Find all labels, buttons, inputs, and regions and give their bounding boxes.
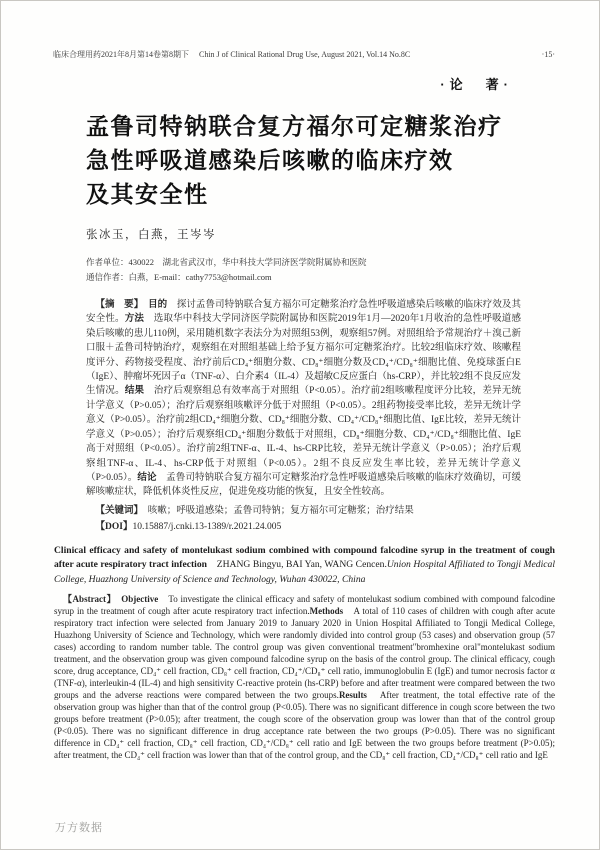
- chinese-abstract: 【摘 要】 目的 探讨孟鲁司特钠联合复方福尔可定糖浆治疗急性呼吸道感染后咳嗽的临床疗效及其安全性。方法 选取华中科技大学同济医学院附属协和医院2019年1月—2020年1月收治的急性呼吸道感染后咳嗽的患儿110例，采用随机数字表法分为对照组53例，观察组57例。对照组给予常规治疗＋溴己新口服＋孟鲁司特钠治疗，观察组在对照组基础上给予复方福尔可定糖浆治疗。比较2组临床疗效、咳嗽程度评分、药物接受程度、治疗前后CD₄⁺细胞分数、CD₈⁺细胞分数及CD₄⁺/CD₈⁺细胞比值、免疫球蛋白E（IgE）、肿瘤坏死因子α（TNF-α）、白介素4（IL-4）及超敏C反应蛋白（hs-CRP），并比较2组不良反应发生情况。结果 治疗后观察组总有效率高于对照组（P<0.05）。治疗前2组咳嗽程度评分比较，差异无统计学意义（P>0.05）；治疗后观察组咳嗽评分低于对照组（P<0.05）。2组药物接受率比较，差异无统计学意义（P>0.05）。治疗前2组CD₄⁺细胞分数、CD₈⁺细胞分数、CD₄⁺/CD₈⁺细胞比值、IgE比较，差异无统计学意义（P>0.05）；治疗后观察组CD₄⁺细胞分数低于对照组，CD₈⁺细胞分数、CD₄⁺/CD₈⁺细胞比值、IgE高于对照组（P<0.05）。治疗前2组TNF-α、IL-4、hs-CRP比较，差异无统计学意义（P>0.05）；治疗后观察组TNF-α、IL-4、hs-CRP低于对照组（P<0.05）。2组不良反应发生率比较，差异无统计学意义（P>0.05）。结论 孟鲁司特钠联合复方福尔可定糖浆治疗急性呼吸道感染后咳嗽的临床疗效确切，可缓解咳嗽症状，降低机体炎性反应，促进免疫功能的恢复，且安全性较高。: [86, 299, 521, 498]
- doi-label: 【DOI】: [95, 521, 133, 532]
- main-column: [86, 109, 521, 532]
- authors-line: 张冰玉，白燕，王岑岑: [86, 229, 216, 241]
- title-line-3: 及其安全性: [86, 181, 209, 207]
- keywords-line: [86, 502, 521, 516]
- doi-line: [86, 518, 521, 532]
- english-title: Clinical efficacy and safety of montelukast sodium combined with compound falcodine syrup in the treatment of cough after acute respiratory tract infection ZHANG Bingyu, BAI Yan, WANG Cencen.Union Hospital Affiliated to Tongji Medical College, Huazhong University of Science and Technology, Wuhan 430022, China: [54, 544, 555, 585]
- english-column: [54, 544, 555, 762]
- correspondence-label: 通信作者：: [86, 271, 129, 282]
- keywords-text: 咳嗽；呼吸道感染；孟鲁司特钠；复方福尔可定糖浆；治疗结果: [147, 505, 414, 516]
- article-title: [86, 109, 521, 211]
- watermark: 万方数据: [55, 822, 103, 834]
- affiliation-block: [86, 255, 521, 285]
- page-number: ·15·: [541, 50, 555, 59]
- section-label: ·论 著·: [440, 77, 513, 92]
- affiliation-text: 430022 湖北省武汉市，华中科技大学同济医学院附属协和医院: [128, 257, 367, 267]
- affiliation-line: [86, 255, 521, 270]
- journal-info-en: Chin J of Clinical Rational Drug Use, August 2021, Vol.14 No.8C: [199, 50, 411, 59]
- english-abstract: 【Abstract】 Objective To investigate the clinical efficacy and safety of montelukast sodium combined with compound falcodine syrup in the treatment of cough after acute respiratory tract infection.Methods A total of 110 cases of children with cough after acute respiratory tract infection were selected from January 2019 to January 2020 in Union Hospital Affiliated to Tongji Medical College, Huazhong University of Science and Technology, which were randomly divided into control group (53 cases) and observation group (57 cases) according to random number table. The control group was given conventional treatment"bromhexine oral"montelukast sodium treatment, and the observation group was given compound falcodine syrup on the basis of the control group. The clinical efficacy, cough score, drug acceptance, CD₄⁺ cell fraction, CD₈⁺ cell fraction, CD₄⁺/CD₈⁺ cell ratio, immunoglobulin E (IgE) and tumor necrosis factor α (TNF-α), interleukin-4 (IL-4) and high sensitivity C-reactive protein (hs-CRP) before and after treatment were compared between the two groups and the adverse reactions were compared between the two groups.Results After treatment, the total effective rate of the observation group was higher than that of the control group (P<0.05). There was no significant difference in cough score between the two groups before treatment (P>0.05); after treatment, the cough score of the observation group was lower than that of the control group (P<0.05). There was no significant difference in drug acceptance rate between the two groups (P>0.05). There was no significant difference in CD₄⁺ cell fraction, CD₈⁺ cell fraction, CD₄⁺/CD₈⁺ cell ratio and IgE between the two groups before treatment (P>0.05); after treatment, the CD₄⁺ cell fraction was lower than that of the control group, and the CD₈⁺ cell fraction, CD₄⁺/CD₈⁺ cell ratio and IgE: [54, 594, 555, 760]
- journal-info-cn: 临床合理用药2021年8月第14卷第8期下: [53, 50, 189, 59]
- title-line-1: 孟鲁司特钠联合复方福尔可定糖浆治疗: [86, 113, 503, 139]
- journal-info: [53, 49, 410, 60]
- correspondence-line: [86, 270, 521, 285]
- affiliation-label: 作者单位：: [86, 257, 129, 267]
- keywords-label: 【关键词】: [95, 505, 148, 516]
- doi-value: 10.15887/j.cnki.13-1389/r.2021.24.005: [132, 521, 282, 532]
- correspondence-text: 白燕，E-mail：cathy7753@hotmail.com: [128, 271, 272, 282]
- title-line-2: 急性呼吸道感染后咳嗽的临床疗效: [86, 147, 454, 173]
- journal-header: [53, 49, 555, 60]
